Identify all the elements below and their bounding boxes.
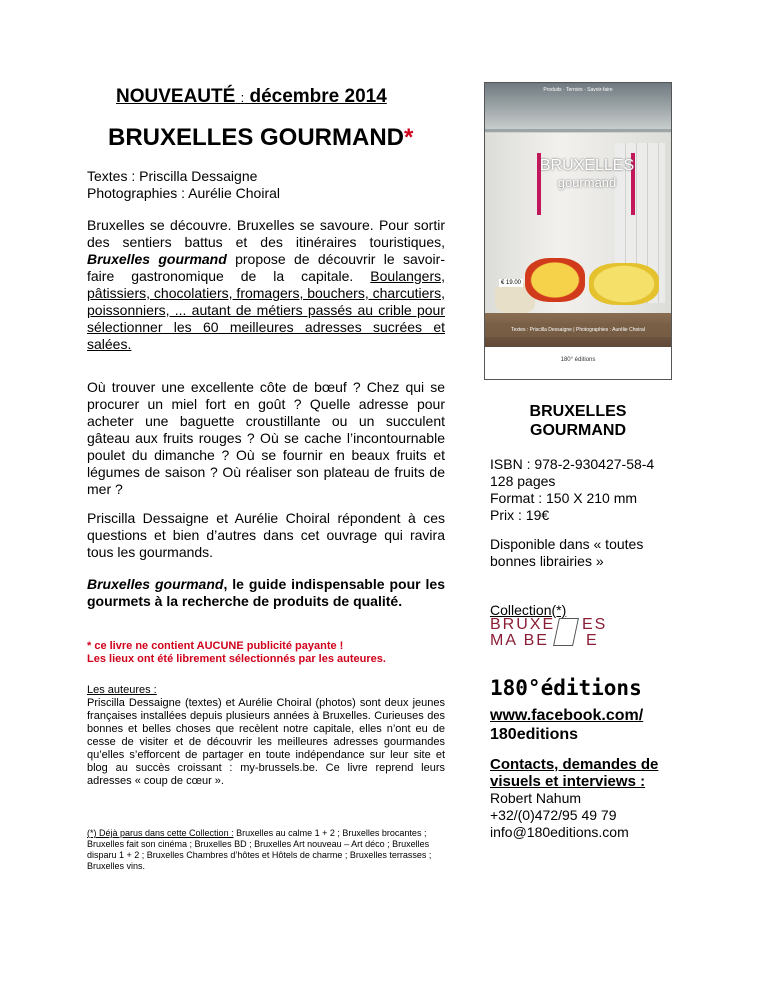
intro-paragraph [87,217,445,353]
authors-section [87,684,445,788]
book-cover-image [484,82,672,380]
questions-paragraph: Où trouver une excellente côte de bœuf ? Chez qui se procurer un miel fort en goût ? Quelle adresse pour acheter une baguette croustillante ou un succulent gâteau aux fruits rouges ? Où se cache l’incontournable poulet du dimanche ? Où se fournir en beaux fruits et légumes de saison ? Où réaliser son plateau de fruits de mer ? [87,379,445,497]
publisher-brand: 180°éditions [490,676,642,700]
facebook-link[interactable] [490,706,643,744]
book-details [490,456,654,524]
intro-text-2: propose de découvrir le savoir-faire gastronomique de la capitale. [87,251,445,284]
tagline-rest: , le guide indispensable pour les gourmets à la recherche de produits de qualité. [87,576,445,609]
credit-photos: Photographies : Aurélie Choiral [87,185,281,201]
contact-name: Robert Nahum [490,790,582,806]
page-title-text: BRUXELLES GOURMAND [108,124,405,151]
note-line-1: * ce livre ne contient AUCUNE publicité payante ! [87,640,344,652]
cover-bottom [485,347,671,379]
page-title [108,124,413,152]
credit-texts: Textes : Priscilla Dessaigne [87,168,258,184]
collection-footnote-heading: (*) Déjà parus dans cette Collection : [87,828,234,838]
collection-footnote-text: Bruxelles au calme 1 + 2 ; Bruxelles brocantes ; Bruxelles fait son cinéma ; Bruxelles BD ; Bruxelles Art nouveau – Art déco ; Bruxelles disparu 1 + 2 ; Bruxelles Chambres d’hôtes et Hôtels de charme ; Bruxelles terrasses ; Bruxelles vins. [87,828,432,871]
cover-price-tag: € 19.00 [501,280,522,286]
headline-separator: : [240,90,245,105]
note-line-2: Les lieux ont été librement sélectionnés par les auteures. [87,653,386,665]
book-price: Prix : 19€ [490,507,550,523]
book-title [480,402,676,440]
logo-line-1-end: ES [582,616,608,633]
headline-date: décembre 2014 [249,86,387,107]
availability-text: Disponible dans « toutes bonnes librairies » [490,536,644,569]
authors-heading: Les auteures : [87,684,157,696]
collection-logo [490,616,630,650]
headline [116,86,387,108]
headline-new-label: NOUVEAUTÉ [116,86,236,107]
authors-text: Priscilla Dessaigne (textes) et Aurélie Choiral (photos) sont deux jeunes françaises installées depuis plusieurs années à Bruxelles. Curieuses des bonnes et belles choses que recèlent notre capitale, elles n’ont eu de cesse de visiter et de découvrir les meilleures adresses gourmandes qu’elles s’efforcent de partager en toute indépendance sur leur site et blog au succès croissant : my-brussels.be. Ce livre reprend leurs adresses « coup de cœur ». [87,697,445,787]
answer-paragraph: Priscilla Dessaigne et Aurélie Choiral répondent à ces questions et bien d’autres dans cet ouvrage qui ravira tous les gourmands. [87,510,445,560]
title-asterisk: * [404,124,414,151]
contact-phone: +32/(0)472/95 49 79 [490,807,617,823]
contact-email[interactable]: info@180editions.com [490,824,629,840]
cover-cheese-yellow [589,263,659,305]
logo-line-2: MA BE [490,632,549,649]
book-title-line-1: BRUXELLES [529,403,627,420]
credits [87,168,280,202]
cover-title: BRUXELLES [539,157,635,174]
cover-shelf-edge [485,129,671,132]
tagline-paragraph [87,576,445,610]
tagline-book-name: Bruxelles gourmand [87,576,224,592]
intro-text-1: Bruxelles se découvre. Bruxelles se savoure. Pour sortir des sentiers battus et des itinéraires touristiques, [87,217,445,250]
cover-subtitle: gourmand [557,175,617,190]
facebook-url-line-1[interactable]: www.facebook.com/ [490,707,644,724]
facebook-url-line-2[interactable]: 180editions [490,726,579,743]
cover-top-text: Produits · Terroirs · Savoir-faire [543,87,613,93]
cover-cheese-red [525,258,585,302]
contacts-block [490,790,629,841]
intro-underlined: Boulangers, pâtissiers, chocolatiers, fromagers, bouchers, charcutiers, poissonniers, ... autant de métiers passés au crible pour sélectionner les 60 meilleures adresses sucrées et salées. [87,268,445,352]
logo-window-icon [553,618,579,646]
book-isbn: ISBN : 978-2-930427-58-4 [490,456,655,472]
book-title-line-2: GOURMAND [530,422,626,439]
intro-book-name: Bruxelles gourmand [87,251,227,267]
logo-line-1: BRUXE [490,616,556,633]
cover-publisher: 180° éditions [560,357,596,363]
contacts-heading: Contacts, demandes de visuels et interviews : [490,756,659,790]
advertising-note [87,640,457,666]
cover-credits-band: Textes : Priscilla Dessaigne | Photographies : Aurélie Choiral [485,323,671,337]
collection-footnote [87,828,445,872]
collection-label: Collection(*) [490,602,567,618]
logo-line-2-end: E [586,632,597,649]
book-format: Format : 150 X 210 mm [490,490,638,506]
book-pages: 128 pages [490,473,556,489]
